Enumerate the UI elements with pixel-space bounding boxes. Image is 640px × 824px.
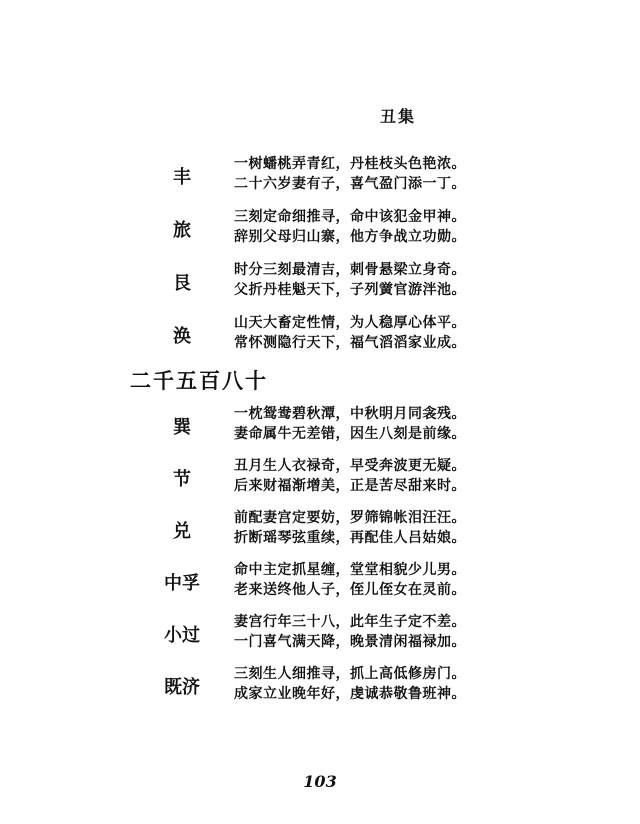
page-number: 103 bbox=[303, 772, 337, 791]
hexagram-name: 小过 bbox=[164, 625, 200, 646]
verse bbox=[234, 207, 466, 247]
verse-line-1: 三刻定命细推寻，命中该犯金甲神。 bbox=[234, 209, 466, 225]
hexagram-name: 巽 bbox=[173, 417, 191, 438]
hexagram-name: 兑 bbox=[173, 521, 191, 542]
entry-dui bbox=[0, 508, 640, 552]
verse-line-2: 成家立业晚年好，虔诚恭敬鲁班神。 bbox=[234, 686, 466, 702]
entry-lv bbox=[0, 207, 640, 251]
verse bbox=[234, 456, 466, 496]
entry-jie bbox=[0, 456, 640, 500]
hexagram-name: 涣 bbox=[173, 326, 191, 347]
hexagram-name: 旅 bbox=[173, 220, 191, 241]
entry-jiji bbox=[0, 664, 640, 708]
verse-line-2: 辞别父母归山寨，他方争战立功勋。 bbox=[234, 229, 466, 245]
hexagram-name: 中孚 bbox=[164, 573, 200, 594]
verse-line-2: 老来送终他人子，侄儿侄女在灵前。 bbox=[234, 582, 466, 598]
verse-line-2: 后来财福渐增美，正是苦尽甜来时。 bbox=[234, 478, 466, 494]
verse-line-2: 一门喜气满天降，晚景清闲福禄加。 bbox=[234, 634, 466, 650]
verse bbox=[234, 664, 466, 704]
verse-line-1: 三刻生人细推寻，抓上高低修房门。 bbox=[234, 666, 466, 682]
verse bbox=[234, 508, 466, 548]
verse-line-1: 妻宫行年三十八，此年生子定不差。 bbox=[234, 614, 466, 630]
hexagram-name: 既济 bbox=[164, 677, 200, 698]
verse bbox=[234, 260, 466, 300]
entry-gen bbox=[0, 260, 640, 304]
verse-line-1: 前配妻宫定要妨，罗筛锦帐泪汪汪。 bbox=[234, 510, 466, 526]
entry-huan bbox=[0, 313, 640, 357]
verse-line-1: 丑月生人衣禄奇，早受奔波更无疑。 bbox=[234, 458, 466, 474]
verse-line-1: 一树蟠桃弄青红，丹桂枝头色艳浓。 bbox=[234, 156, 466, 172]
hexagram-name: 艮 bbox=[173, 273, 191, 294]
hexagram-name: 节 bbox=[173, 469, 191, 490]
verse-line-2: 常怀测隐行天下，福气滔滔家业成。 bbox=[234, 335, 466, 351]
entry-xiaoguo bbox=[0, 612, 640, 656]
verse-line-2: 折断瑶琴弦重续，再配佳人吕姑娘。 bbox=[234, 530, 466, 546]
verse-line-2: 妻命属牛无差错，因生八刻是前缘。 bbox=[234, 426, 466, 442]
chapter-header: 丑集 bbox=[380, 107, 417, 126]
verse bbox=[234, 154, 466, 194]
verse-line-1: 命中主定抓星缠，堂堂相貌少儿男。 bbox=[234, 562, 466, 578]
hexagram-name: 丰 bbox=[173, 167, 191, 188]
entry-xun bbox=[0, 404, 640, 448]
entry-feng bbox=[0, 154, 640, 198]
verse-line-2: 二十六岁妻有子，喜气盈门添一丁。 bbox=[234, 176, 466, 192]
verse bbox=[234, 313, 466, 353]
entry-zhongfu bbox=[0, 560, 640, 604]
verse-line-2: 父折丹桂魁天下，子列黉官游泮池。 bbox=[234, 282, 466, 298]
verse-line-1: 山天大畜定性情，为人稳厚心体平。 bbox=[234, 315, 466, 331]
verse bbox=[234, 612, 466, 652]
verse bbox=[234, 560, 466, 600]
verse-line-1: 时分三刻最清吉，刺骨悬梁立身奇。 bbox=[234, 262, 466, 278]
verse-line-1: 一枕鸳鸯碧秋潭，中秋明月同衾残。 bbox=[234, 406, 466, 422]
verse bbox=[234, 404, 466, 444]
section-title: 二千五百八十 bbox=[130, 368, 268, 393]
